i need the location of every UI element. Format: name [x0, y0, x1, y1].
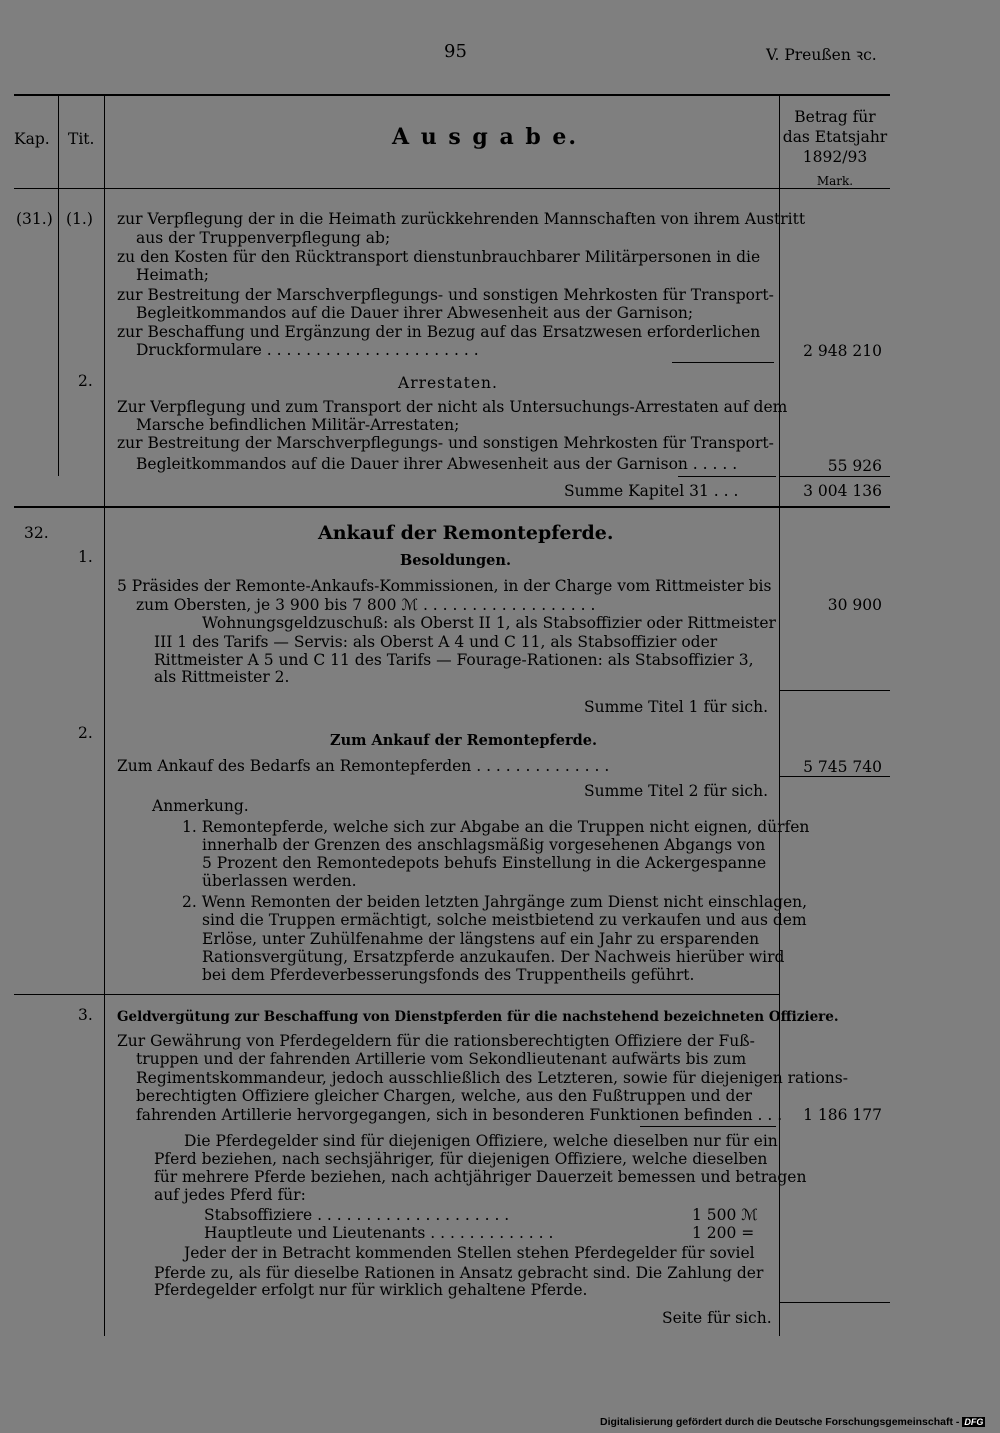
t1-tit: 1.	[78, 548, 93, 566]
header-tit: Tit.	[68, 130, 95, 148]
table-header-rule	[14, 188, 890, 189]
t1-note-line: als Rittmeister 2.	[154, 668, 290, 686]
t3-tail-line: Pferde zu, als für dieselbe Rationen in Ansatz gebracht sind. Die Zahlung der	[154, 1264, 764, 1282]
block2-line: zur Bestreitung der Marschverpflegungs- und sonstigen Mehrkosten für Transport-	[117, 434, 774, 452]
t2-anm-line: 5 Prozent den Remontedepots behufs Einstellung in die Ackergespanne	[202, 854, 767, 872]
block1-tit: (1.)	[66, 210, 93, 228]
block2-tit: 2.	[78, 372, 93, 390]
t3-line: fahrenden Artillerie hervorgegangen, sich in besonderen Funktionen befinden . . .	[136, 1106, 783, 1124]
t3-rate1-label: Stabsoffiziere . . . . . . . . . . . . . . . . . . . .	[204, 1206, 510, 1224]
dfg-logo: DFG	[964, 1417, 984, 1427]
t3-tail-line: Pferdegelder erfolgt nur für wirklich gehaltene Pferde.	[154, 1281, 588, 1299]
amount-column-rule	[779, 96, 780, 1336]
header-title: A u s g a b e.	[392, 124, 579, 150]
page-number: 95	[444, 41, 467, 62]
chapter32-kap: 32.	[24, 524, 49, 542]
t1-note-line: III 1 des Tarifs — Servis: als Oberst A 4 und C 11, als Stabsoffizier oder	[154, 633, 718, 651]
t2-amount: 5 745 740	[803, 758, 882, 776]
t3-sum-rule	[780, 1302, 890, 1303]
t2-anm-line: 2. Wenn Remonten der beiden letzten Jahrgänge zum Dienst nicht einschlagen,	[182, 893, 808, 911]
header-amount-l2: das Etatsjahr	[782, 128, 888, 146]
t2-anm-line: 1. Remontepferde, welche sich zur Abgabe an die Truppen nicht eignen, dürfen	[182, 818, 810, 836]
header-amount-unit: Mark.	[816, 174, 854, 188]
footer-credit	[600, 1416, 985, 1428]
t2-anm-heading: Anmerkung.	[152, 797, 249, 815]
t2-line: Zum Ankauf des Bedarfs an Remontepferden . . . . . . . . . . . . . .	[117, 757, 610, 775]
header-amount-l3: 1892/93	[802, 148, 868, 166]
t1-sum-label: Summe Titel 1 für sich.	[584, 698, 769, 716]
block2-sum-rule	[780, 476, 890, 477]
t2-anm-line: sind die Truppen ermächtigt, solche meistbietend zu verkaufen und aus dem	[202, 911, 807, 929]
block2-rule	[678, 476, 776, 477]
block1-line: zu den Kosten für den Rücktransport dienstunbrauchbarer Militärpersonen in die	[117, 248, 761, 266]
t2-anm-line: Erlöse, unter Zuhülfenahme der längstens auf ein Jahr zu ersparenden	[202, 930, 760, 948]
t1-note-line: Wohnungsgeldzuschuß: als Oberst II 1, als Stabsoffizier oder Rittmeister	[202, 614, 776, 632]
block2-heading: Arrestaten.	[398, 374, 498, 392]
block1-line: Begleitkommandos auf die Dauer ihrer Abwesenheit aus der Garnison;	[136, 304, 694, 322]
table-top-rule	[14, 94, 890, 96]
t3-rate2-label: Hauptleute und Lieutenants . . . . . . . . . . . . .	[204, 1224, 554, 1242]
t3-tail-line: Jeder der in Betracht kommenden Stellen stehen Pferdegelder für soviel	[184, 1244, 755, 1262]
t3-heading: Geldvergütung zur Beschaffung von Dienstpferden für die nachstehend bezeichneten Offiziere.	[117, 1009, 839, 1025]
t2-end-rule	[14, 994, 779, 995]
tit-column-rule	[104, 96, 105, 1336]
t3-rule	[640, 1126, 776, 1127]
block2-line: Marsche befindlichen Militär-Arrestaten;	[136, 416, 460, 434]
t3-line: truppen und der fahrenden Artillerie vom Sekondlieutenant aufwärts bis zum	[136, 1050, 747, 1068]
block2-sum-amount: 3 004 136	[803, 482, 882, 500]
t3-rate2-value: 1 200 =	[692, 1224, 755, 1242]
block2-line: Zur Verpflegung und zum Transport der nicht als Untersuchungs-Arrestaten auf dem	[117, 398, 788, 416]
chapter-separator	[14, 506, 890, 508]
t3-rate1-value: 1 500 ℳ	[692, 1206, 758, 1224]
t2-heading: Zum Ankauf der Remontepferde.	[330, 732, 598, 749]
block2-line: Begleitkommandos auf die Dauer ihrer Abwesenheit aus der Garnison . . . . .	[136, 455, 738, 473]
t3-line: berechtigten Offiziere gleicher Chargen, welche, aus den Fußtruppen und der	[136, 1087, 753, 1105]
t3-sum-label: Seite für sich.	[662, 1309, 772, 1327]
t1-note-line: Rittmeister A 5 und C 11 des Tarifs — Fourage-Rationen: als Stabsoffizier 3,	[154, 651, 754, 669]
t2-anm-line: überlassen werden.	[202, 872, 357, 890]
block1-amount: 2 948 210	[803, 342, 882, 360]
t1-heading: Besoldungen.	[400, 552, 512, 569]
t3-note-line: Die Pferdegelder sind für diejenigen Offiziere, welche dieselben nur für ein	[184, 1132, 778, 1150]
t1-line: zum Obersten, je 3 900 bis 7 800 ℳ . . . . . . . . . . . . . . . . . .	[136, 596, 596, 614]
t3-amount: 1 186 177	[803, 1106, 882, 1124]
footer-text: Digitalisierung gefördert durch die Deutsche Forschungsgemeinschaft -	[600, 1416, 960, 1428]
t3-line: Regimentskommandeur, jedoch ausschließlich des Letzteren, sowie für diejenigen rations-	[136, 1069, 848, 1087]
t3-note-line: für mehrere Pferde beziehen, nach achtjähriger Dauerzeit bemessen und betragen	[154, 1168, 807, 1186]
t2-sum-label: Summe Titel 2 für sich.	[584, 782, 769, 800]
kap-column-rule	[58, 96, 59, 476]
block1-line: zur Bestreitung der Marschverpflegungs- und sonstigen Mehrkosten für Transport-	[117, 286, 774, 304]
t3-tit: 3.	[78, 1006, 93, 1024]
header-amount-l1: Betrag für	[794, 108, 876, 126]
t3-line: Zur Gewährung von Pferdegeldern für die rationsberechtigten Offiziere der Fuß-	[117, 1032, 755, 1050]
block1-line: Druckformulare . . . . . . . . . . . . . . . . . . . . . .	[136, 341, 479, 359]
running-head: V. Preußen ꝛc.	[766, 46, 877, 64]
block1-kap: (31.)	[16, 210, 53, 228]
t2-sum-rule	[780, 776, 890, 777]
block1-line: zur Verpflegung der in die Heimath zurückkehrenden Mannschaften von ihrem Austritt	[117, 210, 806, 228]
t2-anm-line: bei dem Pferdeverbesserungsfonds des Truppentheils geführt.	[202, 966, 695, 984]
block1-line: zur Beschaffung und Ergänzung der in Bezug auf das Ersatzwesen erforderlichen	[117, 323, 761, 341]
block1-line: Heimath;	[136, 266, 210, 284]
t3-note-line: Pferd beziehen, nach sechsjähriger, für diejenigen Offiziere, welche dieselben	[154, 1150, 768, 1168]
block2-sum-label: Summe Kapitel 31 . . .	[564, 482, 739, 500]
block2-amount: 55 926	[827, 457, 882, 475]
block1-line: aus der Truppenverpflegung ab;	[136, 229, 391, 247]
t1-sum-rule	[780, 690, 890, 691]
t1-amount: 30 900	[827, 596, 882, 614]
t3-note-line: auf jedes Pferd für:	[154, 1186, 306, 1204]
t2-tit: 2.	[78, 724, 93, 742]
t2-anm-line: Rationsvergütung, Ersatzpferde anzukaufen. Der Nachweis hierüber wird	[202, 948, 785, 966]
t1-line: 5 Präsides der Remonte-Ankaufs-Kommissionen, in der Charge vom Rittmeister bis	[117, 577, 772, 595]
header-kap: Kap.	[14, 130, 50, 148]
chapter32-title: Ankauf der Remontepferde.	[318, 522, 614, 544]
t2-anm-line: innerhalb der Grenzen des anschlagsmäßig vorgesehenen Abgangs von	[202, 836, 766, 854]
block1-rule	[672, 362, 774, 363]
